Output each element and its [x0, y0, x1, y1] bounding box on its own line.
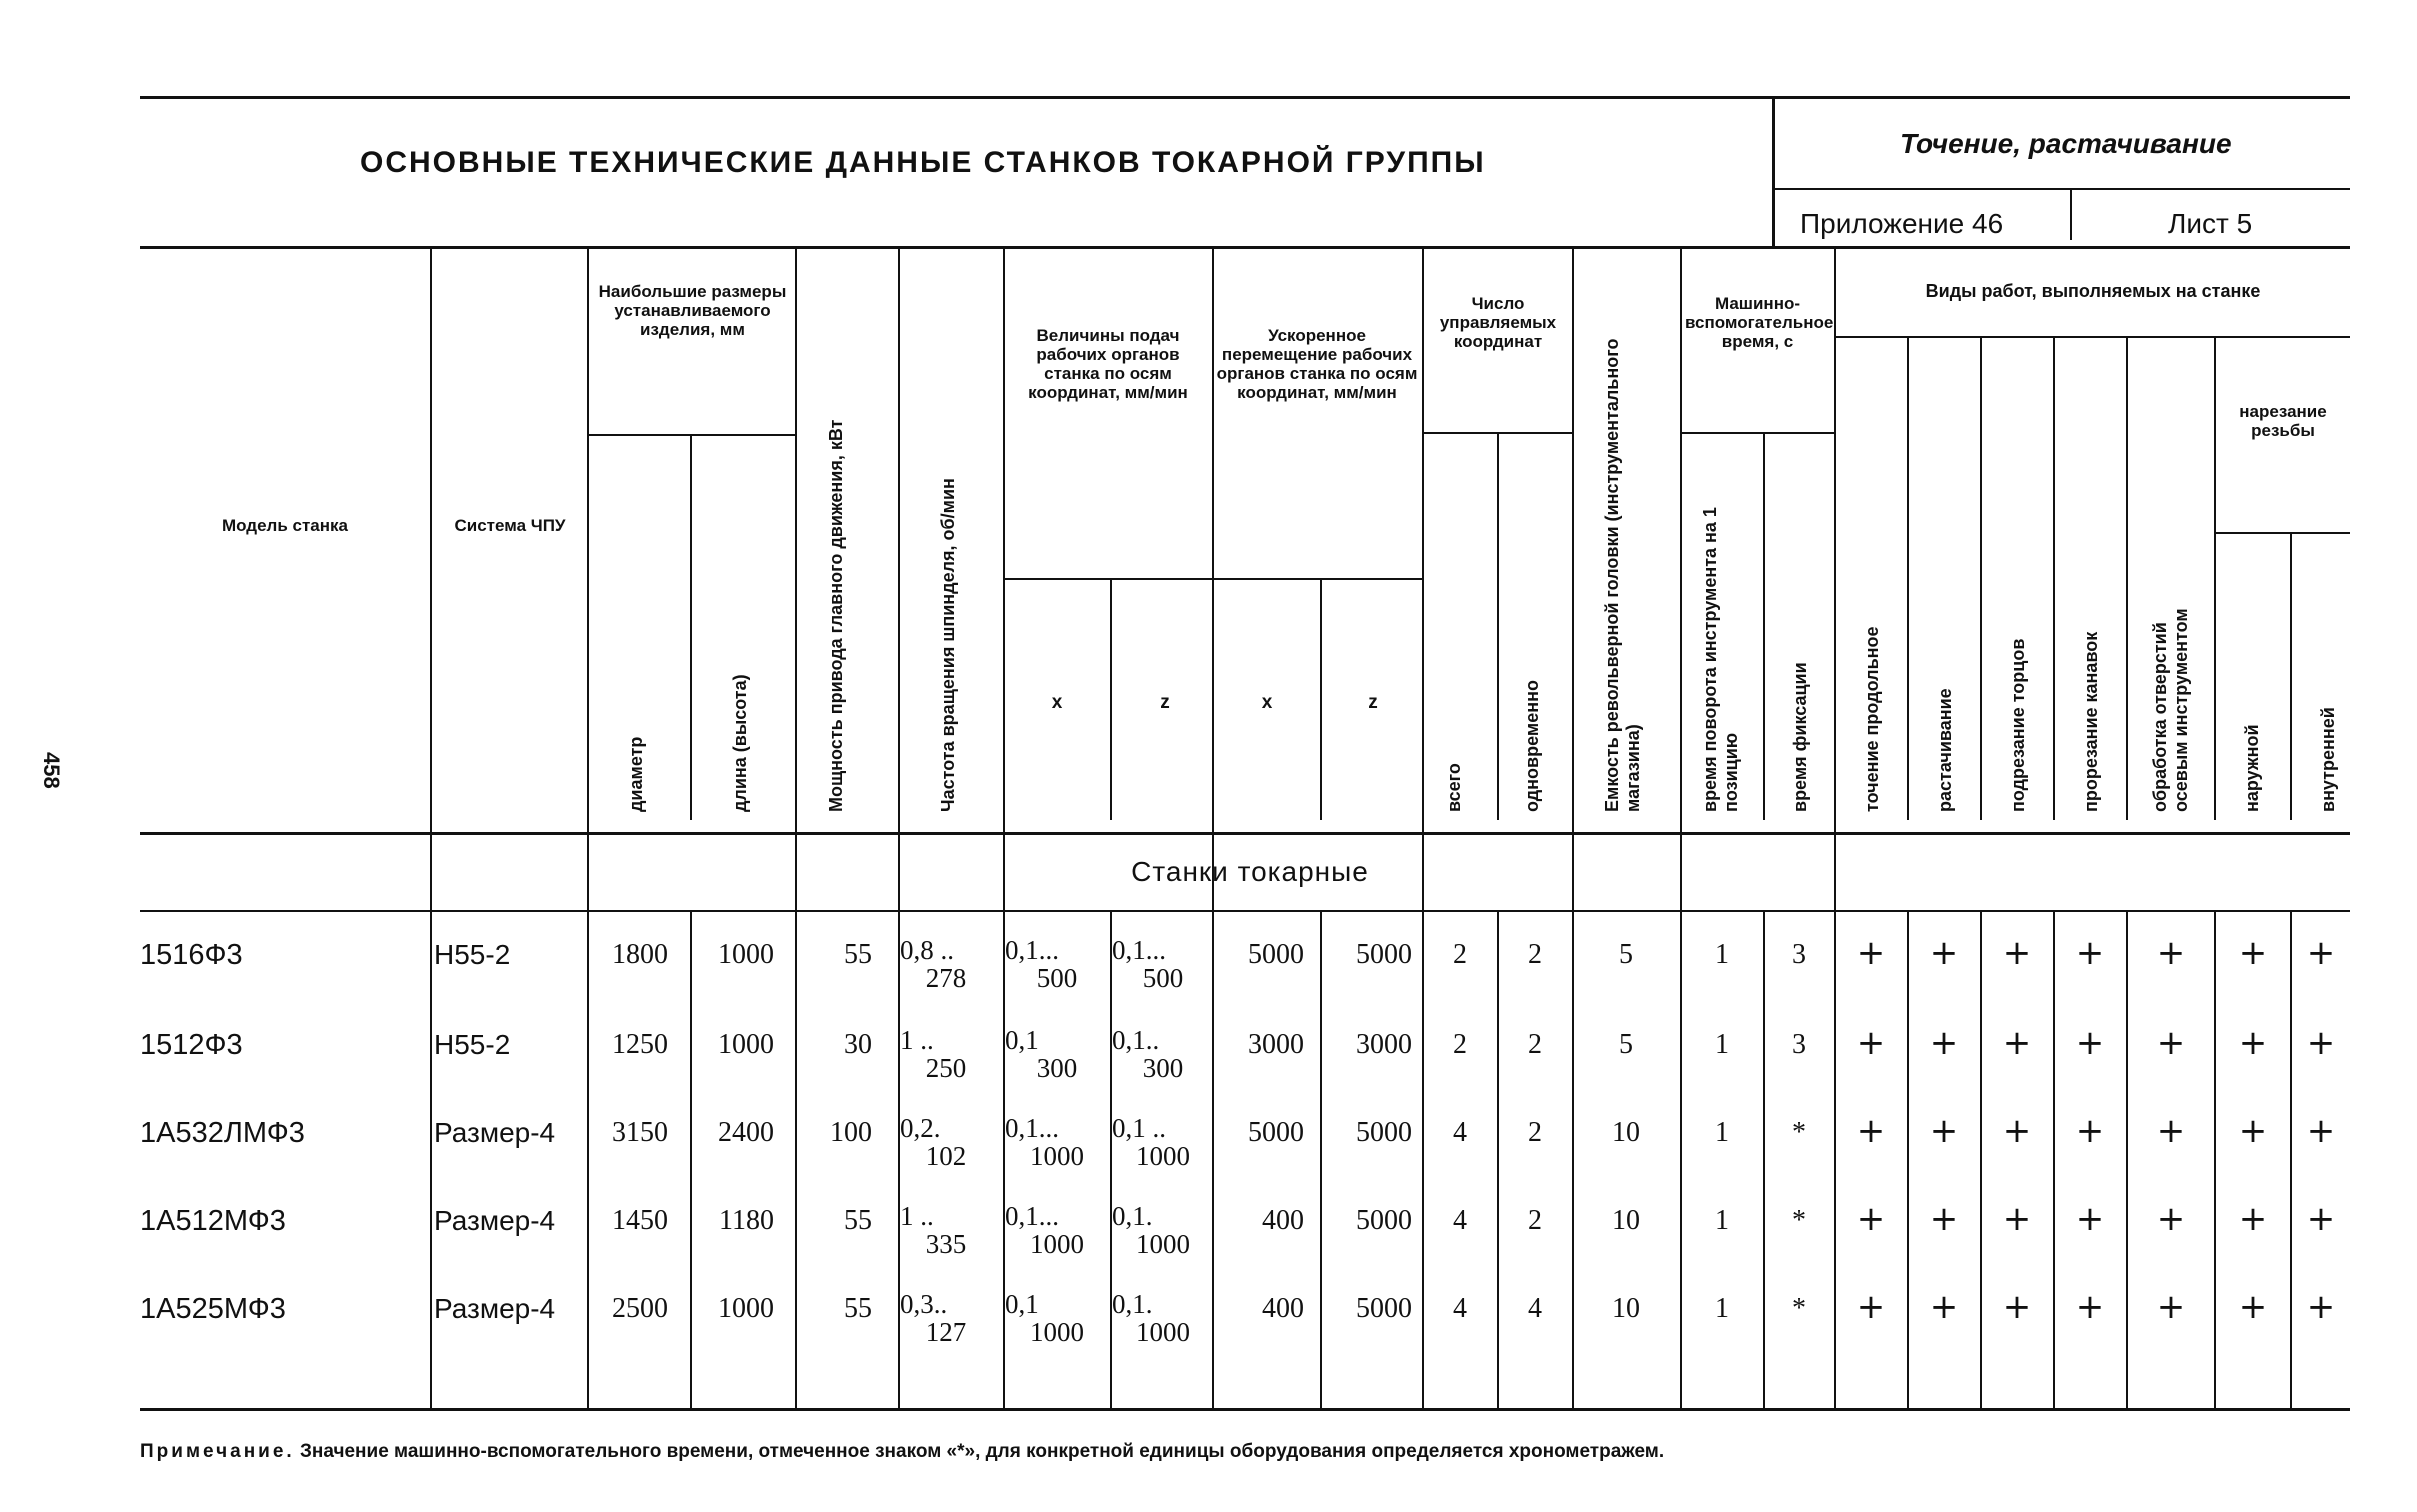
- row-capacity: 10: [1612, 1293, 1640, 1324]
- row-work-mark: +: [2002, 933, 2032, 973]
- row-spindle-max: 127: [925, 1317, 967, 1347]
- row-cnc: Н55-2: [434, 939, 511, 970]
- row-index-time: 1: [1715, 1205, 1729, 1236]
- row-feed-z-max: 1000: [1136, 1141, 1190, 1171]
- row-length: 1000: [718, 1293, 774, 1324]
- col-max-sizes: Наибольшие размеры устанавливаемого изделия, мм: [598, 282, 787, 339]
- row-coords-simult: 2: [1528, 1205, 1542, 1236]
- col-capacity: Емкость револьверной головки (инструментального магазина): [1602, 338, 1643, 812]
- row-work-mark: +: [2238, 1199, 2268, 1239]
- row-work-mark: +: [2075, 1111, 2105, 1151]
- row-model: 1А525МФ3: [140, 1293, 286, 1325]
- row-feed-x-max: 1000: [1030, 1229, 1084, 1259]
- row-feed-z-min: 0,1.: [1112, 1289, 1153, 1319]
- row-power: 55: [844, 1205, 872, 1236]
- row-work-mark: +: [2002, 1287, 2032, 1327]
- row-clamp-time: *: [1792, 1205, 1806, 1236]
- row-model: 1516Ф3: [140, 939, 243, 971]
- row-coords-simult: 2: [1528, 1117, 1542, 1148]
- row-work-mark: +: [2238, 933, 2268, 973]
- row-work-mark: +: [2075, 1287, 2105, 1327]
- row-rapid-x: 5000: [1248, 1117, 1304, 1148]
- col-axial-holes: обработка отверстий осевым инструментом: [2150, 608, 2191, 812]
- row-capacity: 5: [1619, 939, 1633, 970]
- row-work-mark: +: [1929, 933, 1959, 973]
- row-length: 1180: [719, 1205, 774, 1236]
- row-spindle-min: 0,2.: [900, 1113, 941, 1143]
- row-length: 1000: [718, 939, 774, 970]
- row-rapid-x: 400: [1262, 1205, 1304, 1236]
- row-work-mark: +: [2306, 1199, 2336, 1239]
- appendix-label: Приложение 46: [1800, 208, 2004, 239]
- feed-z-label: z: [1160, 692, 1170, 713]
- row-work-mark: +: [2156, 1287, 2186, 1327]
- row-work-mark: +: [2156, 1111, 2186, 1151]
- row-work-mark: +: [2002, 1111, 2032, 1151]
- row-spindle-max: 102: [925, 1141, 967, 1171]
- group-title: Станки токарные: [1131, 856, 1369, 887]
- col-clamp-time: время фиксации: [1790, 662, 1810, 812]
- row-spindle-min: 0,3..: [900, 1289, 948, 1319]
- row-spindle-min: 1 ..: [900, 1201, 934, 1231]
- sheet-label: Лист 5: [2168, 208, 2253, 239]
- row-coords-total: 4: [1453, 1293, 1467, 1324]
- col-thread-int: внутренней: [2318, 707, 2338, 812]
- col-facing: подрезание торцов: [2008, 638, 2028, 812]
- row-work-mark: +: [2306, 1023, 2336, 1063]
- row-work-mark: +: [2075, 933, 2105, 973]
- row-cnc: Размер-4: [434, 1117, 556, 1148]
- row-model: 1А532ЛМФ3: [140, 1117, 305, 1149]
- row-work-mark: +: [2238, 1023, 2268, 1063]
- row-work-mark: +: [2002, 1023, 2032, 1063]
- row-coords-simult: 2: [1528, 939, 1542, 970]
- row-work-mark: +: [1929, 1199, 1959, 1239]
- row-rapid-x: 400: [1262, 1293, 1304, 1324]
- row-coords-simult: 4: [1528, 1293, 1542, 1324]
- row-spindle-min: 0,8 ..: [900, 935, 954, 965]
- row-model: 1А512МФ3: [140, 1205, 286, 1237]
- row-index-time: 1: [1715, 1029, 1729, 1060]
- row-work-mark: +: [1856, 1199, 1886, 1239]
- row-feed-z-max: 300: [1142, 1053, 1184, 1083]
- col-aux-time: Машинно-вспомогательное время, с: [1685, 294, 1834, 351]
- row-work-mark: +: [2156, 1023, 2186, 1063]
- row-capacity: 10: [1612, 1117, 1640, 1148]
- row-length: 2400: [718, 1117, 774, 1148]
- row-work-mark: +: [2156, 933, 2186, 973]
- document-title: ОСНОВНЫЕ ТЕХНИЧЕСКИЕ ДАННЫЕ СТАНКОВ ТОКАРНОЙ ГРУППЫ: [360, 146, 1486, 179]
- row-feed-z-max: 1000: [1136, 1317, 1190, 1347]
- row-work-mark: +: [2306, 1111, 2336, 1151]
- row-rapid-z: 5000: [1356, 1293, 1412, 1324]
- row-feed-z-max: 1000: [1136, 1229, 1190, 1259]
- row-feed-x-min: 0,1...: [1005, 935, 1059, 965]
- row-rapid-z: 3000: [1356, 1029, 1412, 1060]
- row-spindle-min: 1 ..: [900, 1025, 934, 1055]
- row-feed-z-min: 0,1 ..: [1112, 1113, 1166, 1143]
- col-coords-total: всего: [1444, 763, 1464, 812]
- row-spindle-max: 278: [925, 963, 967, 993]
- row-feed-x-max: 500: [1036, 963, 1078, 993]
- row-rapid-z: 5000: [1356, 939, 1412, 970]
- row-coords-simult: 2: [1528, 1029, 1542, 1060]
- row-power: 100: [830, 1117, 872, 1148]
- row-coords-total: 2: [1453, 939, 1467, 970]
- page-number: 458: [39, 752, 64, 789]
- col-power: Мощность привода главного движения, кВт: [826, 419, 846, 812]
- row-diameter: 3150: [612, 1117, 668, 1148]
- row-feed-x-max: 1000: [1030, 1141, 1084, 1171]
- rapid-x-label: x: [1261, 692, 1273, 713]
- row-work-mark: +: [2075, 1023, 2105, 1063]
- row-capacity: 5: [1619, 1029, 1633, 1060]
- row-work-mark: +: [1929, 1287, 1959, 1327]
- row-clamp-time: *: [1792, 1117, 1806, 1148]
- row-cnc: Размер-4: [434, 1205, 556, 1236]
- row-rapid-z: 5000: [1356, 1117, 1412, 1148]
- row-feed-x-min: 0,1...: [1005, 1113, 1059, 1143]
- row-work-mark: +: [1856, 1287, 1886, 1327]
- col-index-time: время поворота инструмента на 1 позицию: [1700, 507, 1741, 812]
- row-power: 30: [844, 1029, 872, 1060]
- col-coords-simult: одновременно: [1522, 680, 1542, 812]
- table-note: [140, 1440, 2350, 1463]
- row-coords-total: 4: [1453, 1205, 1467, 1236]
- row-feed-x-min: 0,1...: [1005, 1201, 1059, 1231]
- row-capacity: 10: [1612, 1205, 1640, 1236]
- row-clamp-time: *: [1792, 1293, 1806, 1324]
- col-rapid: Ускоренное перемещение рабочих органов станка по осям координат, мм/мин: [1216, 326, 1418, 402]
- row-feed-z-min: 0,1..: [1112, 1025, 1160, 1055]
- col-length: длина (высота): [730, 674, 750, 812]
- row-spindle-max: 250: [925, 1053, 967, 1083]
- row-feed-x-max: 300: [1036, 1053, 1078, 1083]
- row-diameter: 1250: [612, 1029, 668, 1060]
- row-diameter: 2500: [612, 1293, 668, 1324]
- row-feed-x-min: 0,1: [1005, 1025, 1039, 1055]
- row-work-mark: +: [2075, 1199, 2105, 1239]
- row-work-mark: +: [2156, 1199, 2186, 1239]
- row-index-time: 1: [1715, 1293, 1729, 1324]
- col-feeds: Величины подач рабочих органов станка по осям координат, мм/мин: [1028, 326, 1188, 402]
- col-turning: точение продольное: [1862, 626, 1882, 812]
- col-model: Модель станка: [221, 516, 348, 535]
- rapid-z-label: z: [1368, 692, 1378, 713]
- note-text: Значение машинно-вспомогательного времени, отмеченное знаком «*», для конкретной единицы оборудования определяется хронометражем.: [299, 1441, 1665, 1462]
- row-cnc: Размер-4: [434, 1293, 556, 1324]
- row-feed-z-max: 500: [1142, 963, 1184, 993]
- row-feed-x-min: 0,1: [1005, 1289, 1039, 1319]
- col-spindle: Частота вращения шпинделя, об/мин: [938, 478, 958, 812]
- row-spindle-max: 335: [925, 1229, 967, 1259]
- row-model: 1512Ф3: [140, 1029, 243, 1061]
- row-coords-total: 4: [1453, 1117, 1467, 1148]
- row-work-mark: +: [1929, 1023, 1959, 1063]
- note-label: Примечание.: [140, 1441, 295, 1462]
- row-clamp-time: 3: [1792, 939, 1806, 970]
- row-work-mark: +: [1929, 1111, 1959, 1151]
- row-rapid-x: 5000: [1248, 939, 1304, 970]
- row-work-mark: +: [2238, 1111, 2268, 1151]
- row-length: 1000: [718, 1029, 774, 1060]
- row-feed-x-max: 1000: [1030, 1317, 1084, 1347]
- row-diameter: 1450: [612, 1205, 668, 1236]
- feed-x-label: x: [1051, 692, 1063, 713]
- row-index-time: 1: [1715, 1117, 1729, 1148]
- row-clamp-time: 3: [1792, 1029, 1806, 1060]
- row-work-mark: +: [1856, 1023, 1886, 1063]
- row-work-mark: +: [2238, 1287, 2268, 1327]
- col-threading: нарезание резьбы: [2239, 402, 2327, 440]
- row-work-mark: +: [1856, 1111, 1886, 1151]
- row-work-mark: +: [2306, 933, 2336, 973]
- row-work-mark: +: [2306, 1287, 2336, 1327]
- row-power: 55: [844, 939, 872, 970]
- col-grooving: прорезание канавок: [2081, 631, 2101, 812]
- row-feed-z-min: 0,1.: [1112, 1201, 1153, 1231]
- row-coords-total: 2: [1453, 1029, 1467, 1060]
- col-work-types: Виды работ, выполняемых на станке: [1925, 281, 2261, 301]
- col-boring: растачивание: [1935, 688, 1955, 812]
- col-coords: Число управляемых координат: [1439, 294, 1557, 351]
- section-title: Точение, растачивание: [1900, 128, 2232, 159]
- row-work-mark: +: [2002, 1199, 2032, 1239]
- row-work-mark: +: [1856, 933, 1886, 973]
- col-cnc: Система ЧПУ: [454, 516, 566, 535]
- row-feed-z-min: 0,1...: [1112, 935, 1166, 965]
- row-cnc: Н55-2: [434, 1029, 511, 1060]
- row-rapid-x: 3000: [1248, 1029, 1304, 1060]
- row-index-time: 1: [1715, 939, 1729, 970]
- row-power: 55: [844, 1293, 872, 1324]
- row-rapid-z: 5000: [1356, 1205, 1412, 1236]
- row-diameter: 1800: [612, 939, 668, 970]
- col-diameter: диаметр: [626, 736, 646, 812]
- col-thread-ext: наружной: [2242, 724, 2262, 812]
